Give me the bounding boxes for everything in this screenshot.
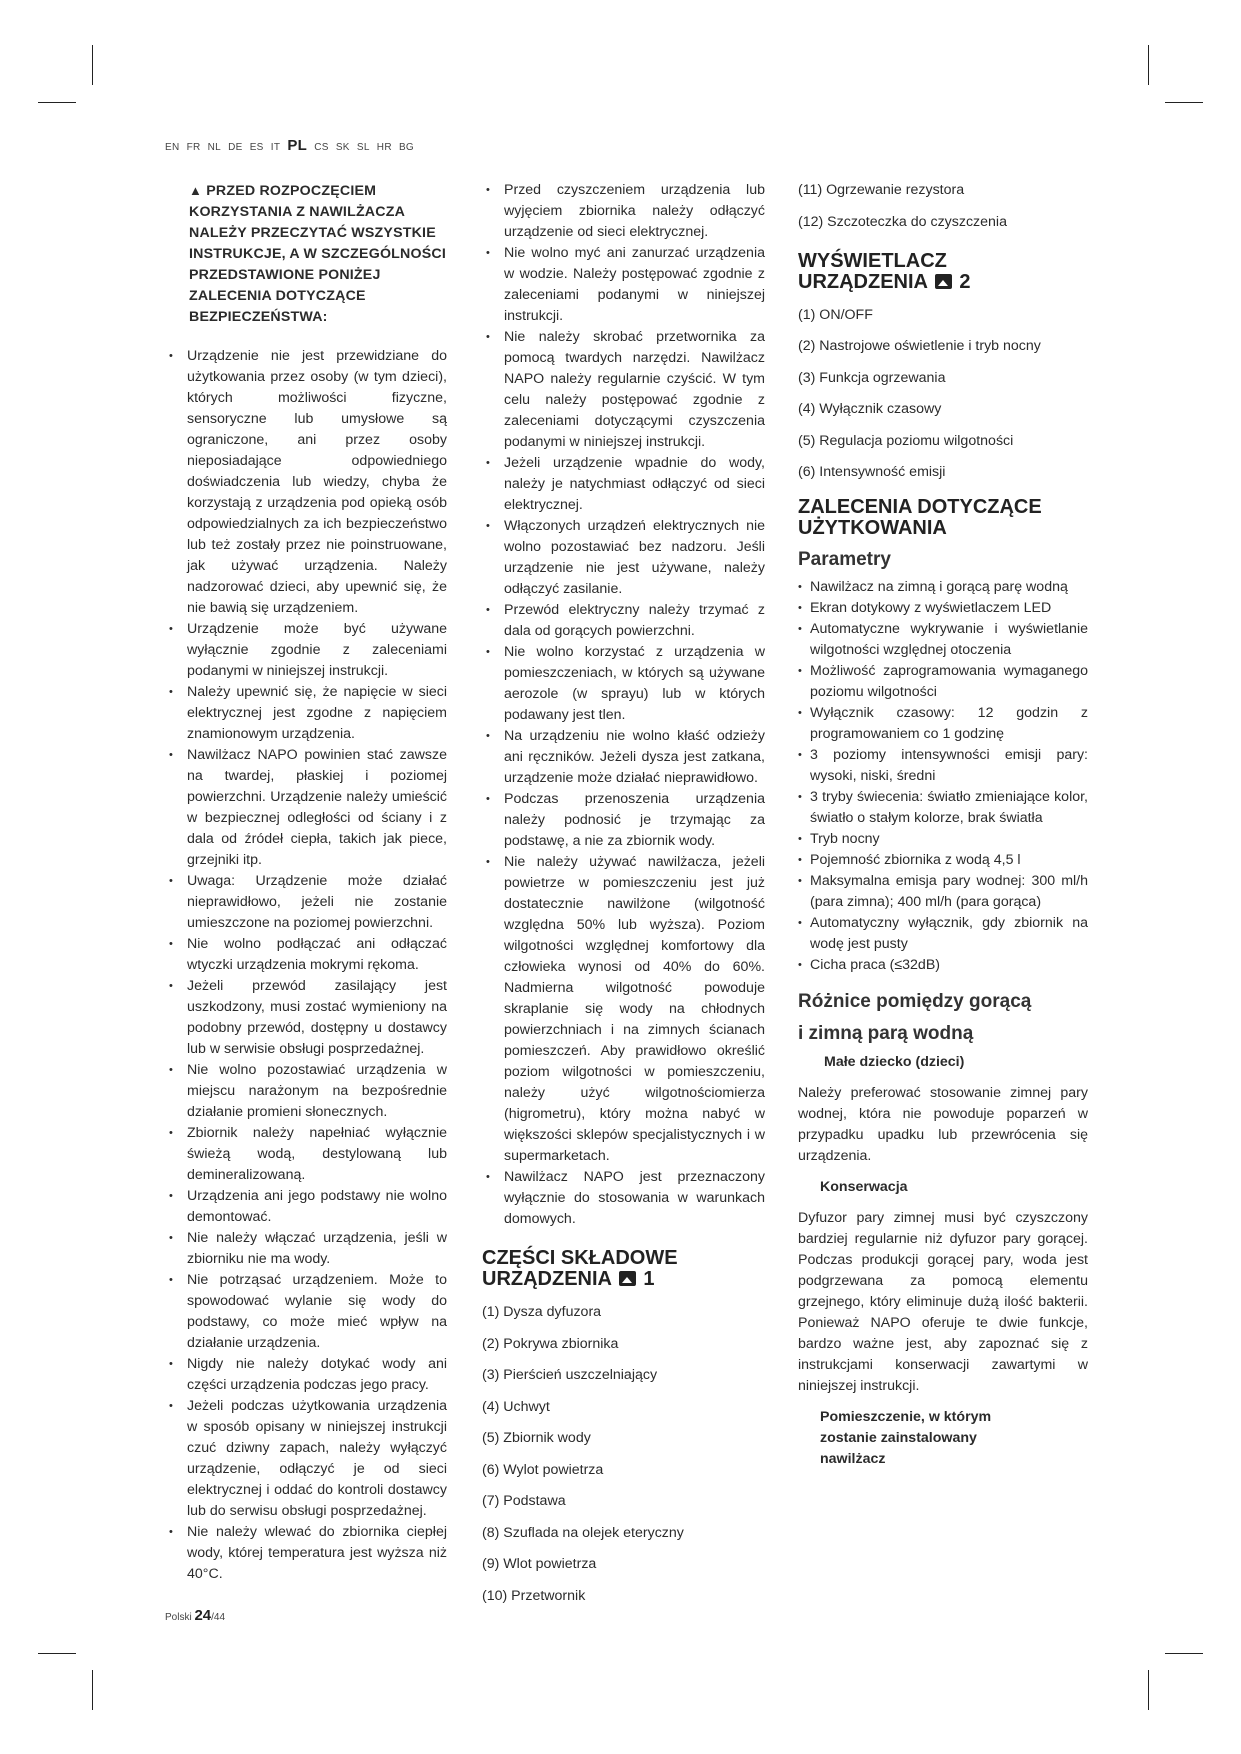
list-item: • Automatyczny wyłącznik, gdy zbiornik na wodę jest pusty (798, 913, 1088, 955)
list-item: • Nie potrząsać urządzeniem. Może to spowodować wylanie się wody do podstawy, co może mieć wpływ na działanie urządzenia. (165, 1270, 447, 1354)
image-icon (619, 1271, 636, 1286)
list-item: (5) Regulacja poziomu wilgotności (798, 432, 1014, 449)
list-item: (12) Szczoteczka do czyszczenia (798, 213, 1007, 230)
list-item: (9) Wlot powietrza (482, 1556, 597, 1572)
parts-heading-line1: CZĘŚCI SKŁADOWE (482, 1247, 678, 1269)
list-item: (2) Nastrojowe oświetlenie i tryb nocny (798, 338, 1041, 354)
room-heading (820, 1407, 1088, 1470)
list-item: • Nie wolno korzystać z urządzenia w pomieszczeniach, w których są używane aerozole (w sprayu) lub w których podawany jest tlen. (482, 642, 765, 726)
crop-mark (38, 102, 76, 103)
list-item: (6) Intensywność emisji (798, 464, 946, 480)
list-item: • Nie należy skrobać przetwornika za pomocą twardych narzędzi. Nawilżacz NAPO należy regularnie czyścić. W tym celu należy postępować zgodnie z zaleceniami dotyczącymi czyszczenia podanymi w niniejszej instrukcji. (482, 327, 765, 453)
crop-mark (1148, 45, 1149, 85)
list-item: (11) Ogrzewanie rezystora (798, 182, 965, 198)
display-heading-line1: WYŚWIETLACZ (798, 249, 947, 272)
lang-fr: FR (186, 142, 201, 153)
safety-list (165, 346, 447, 1585)
list-item: • Wyłącznik czasowy: 12 godzin z programowaniem co 1 godzinę (798, 703, 1088, 745)
list-item: (8) Szuflada na olejek eteryczny (482, 1524, 684, 1541)
lang-en: EN (165, 142, 180, 153)
lang-sl: SL (356, 142, 370, 153)
column-safety-cont (482, 180, 765, 1617)
list-item: • Urządzenia ani jego podstawy nie wolno demontować. (165, 1186, 447, 1228)
parts-list (482, 1302, 765, 1607)
list-item: • Jeżeli podczas użytkowania urządzenia w sposób opisany w niniejszej instrukcji czuć dziwny zapach, należy wyłączyć urządzenie, odłączyć je od sieci elektrycznej i oddać do kontroli dostawcy lub do serwisu obsługi posprzedażnej. (165, 1396, 447, 1522)
list-item: • Nawilżacz NAPO jest przeznaczony wyłącznie do stosowania w warunkach domowych. (482, 1167, 765, 1230)
list-item: (4) Wyłącznik czasowy (798, 401, 942, 417)
usage-heading (798, 497, 1088, 539)
lang-nl: NL (207, 142, 222, 153)
list-item: • Możliwość zaprogramowania wymaganego poziomu wilgotności (798, 661, 1088, 703)
parts-heading (482, 1248, 765, 1290)
lang-es: ES (249, 142, 264, 153)
list-item: • Należy upewnić się, że napięcie w sieci elektrycznej jest zgodne z napięciem znamionowym urządzenia. (165, 682, 447, 745)
list-item: • Zbiornik należy napełniać wyłącznie świeżą wodą, destylowaną lub demineralizowaną. (165, 1123, 447, 1186)
list-item: • Urządzenie nie jest przewidziane do użytkowania przez osoby (w tym dzieci), których możliwości fizyczne, sensoryczne lub umysłowe są ograniczone, ani przez osoby nieposiadające odpowiedniego doświadczenia lub wiedzy, chyba że korzystają z urządzenia pod opieką osób odpowiedzialnych za ich bezpieczeństwo lub też zostały przez nie poinstruowane, jak używać urządzenia. Należy nadzorować dzieci, aby upewnić się, że nie bawią się urządzeniem. (165, 346, 447, 619)
warning-heading (189, 180, 447, 328)
room-heading-line3: nawilżacz (820, 1451, 886, 1467)
parts-list-cont (798, 180, 1088, 233)
page-number: 24 (194, 1607, 212, 1624)
display-figure-number: 2 (959, 270, 971, 293)
list-item: • Jeżeli przewód zasilający jest uszkodzony, musi zostać wymieniony na podobny przewód, dostępny u dostawcy lub w serwisie obsługi posprzedażnej. (165, 976, 447, 1060)
list-item: • Nie wolno myć ani zanurzać urządzenia w wodzie. Należy postępować zgodnie z zaleceniami podanymi w niniejszej instrukcji. (482, 243, 765, 327)
lang-hr: HR (376, 142, 392, 153)
lang-pl-active: PL (287, 137, 308, 154)
crop-mark (1148, 1670, 1149, 1710)
diff-heading-line2: i zimną parą wodną (798, 1023, 974, 1044)
list-item: • Nie należy używać nawilżacza, jeżeli powietrze w pomieszczeniu jest już dostatecznie nawilżone (wilgotność względna 50% lub wyższa). Poziom wilgotności względnej komfortowy dla człowieka wynosi od 40% do 60%. Nadmierna wilgotność powoduje skraplanie się wody na chłodnych powierzchniach i na zimnych ścianach pomieszczeń. Aby prawidłowo określić poziom wilgotności w pomieszczeniu, należy użyć wilgotnościomierza (higrometru), który można nabyć w większości sklepów specjalistycznych i w supermarketach. (482, 852, 765, 1167)
language-bar (165, 137, 418, 154)
list-item: • Nigdy nie należy dotykać wody ani części urządzenia podczas jego pracy. (165, 1354, 447, 1396)
list-item: • 3 poziomy intensywności emisji pary: wysoki, niski, średni (798, 745, 1088, 787)
list-item: (1) ON/OFF (798, 306, 873, 323)
list-item: (6) Wylot powietrza (482, 1461, 604, 1478)
room-heading-line1: Pomieszczenie, w którym (820, 1409, 992, 1425)
list-item: • Pojemność zbiornika z wodą 4,5 l (798, 850, 1088, 871)
list-item: (3) Funkcja ogrzewania (798, 369, 946, 386)
crop-mark (1165, 102, 1203, 103)
list-item: • Automatyczne wykrywanie i wyświetlanie wilgotności względnej otoczenia (798, 619, 1088, 661)
list-item: (5) Zbiornik wody (482, 1430, 591, 1446)
list-item: • Maksymalna emisja pary wodnej: 300 ml/h (para zimna); 400 ml/h (para gorąca) (798, 871, 1088, 913)
list-item: • Cicha praca (≤32dB) (798, 955, 1088, 976)
list-item: • Przewód elektryczny należy trzymać z dala od gorących powierzchni. (482, 600, 765, 642)
maint-text: Dyfuzor pary zimnej musi być czyszczony bardziej regularnie niż dyfuzor pary gorącej. Podczas produkcji gorącej pary, woda jest podgrzewana za pomocą elementu grzejnego, który eliminuje dużą ilość bakterii. Ponieważ NAPO oferuje te dwie funkcje, bardzo ważne jest, aby zapoznać się z instrukcjami konserwacji zawartymi w niniejszej instrukcji. (798, 1210, 1088, 1394)
display-heading-line2: URZĄDZENIA (798, 270, 928, 293)
list-item: • Przed czyszczeniem urządzenia lub wyjęciem zbiornika należy odłączyć urządzenie od sieci elektrycznej. (482, 180, 765, 243)
list-item: • Nie należy włączać urządzenia, jeśli w zbiorniku nie ma wody. (165, 1228, 447, 1270)
maint-heading: Konserwacja (820, 1179, 908, 1195)
usage-heading-line2: UŻYTKOWANIA (798, 517, 947, 539)
list-item: (10) Przetwornik (482, 1587, 586, 1604)
lang-de: DE (228, 142, 243, 153)
image-icon (935, 274, 952, 289)
child-text: Należy preferować stosowanie zimnej pary wodnej, która nie powoduje poparzeń w przypadku upadku lub przewrócenia się urządzenia. (798, 1085, 1088, 1164)
list-item: • Nie należy wlewać do zbiornika ciepłej wody, której temperatura jest wyższa niż 40°C. (165, 1522, 447, 1585)
list-item: • Tryb nocny (798, 829, 1088, 850)
lang-it: IT (270, 142, 281, 153)
list-item: • Włączonych urządzeń elektrycznych nie wolno pozostawiać bez nadzoru. Jeśli urządzenie nie jest używane, należy odłączyć zasilanie. (482, 516, 765, 600)
lang-sk: SK (335, 142, 350, 153)
child-heading: Małe dziecko (dzieci) (824, 1054, 965, 1070)
parts-heading-line2: URZĄDZENIA (482, 1268, 612, 1290)
params-list (798, 577, 1088, 976)
crop-mark (38, 1653, 76, 1654)
diff-heading (798, 986, 1088, 1050)
list-item: • Nie wolno podłączać ani odłączać wtyczki urządzenia mokrymi rękoma. (165, 934, 447, 976)
params-heading: Parametry (798, 549, 891, 570)
warning-heading-text: PRZED ROZPOCZĘCIEM KORZYSTANIA Z NAWILŻACZA NALEŻY PRZECZYTAĆ WSZYSTKIE INSTRUKCJE, A W SZCZEGÓLNOŚCI PRZEDSTAWIONE PONIŻEJ ZALECENIA DOTYCZĄCE BEZPIECZEŃSTWA: (189, 183, 446, 325)
column-safety (165, 180, 447, 1585)
crop-mark (92, 45, 93, 85)
crop-mark (92, 1670, 93, 1710)
page-total: /44 (211, 1612, 226, 1623)
page-footer (165, 1607, 225, 1624)
list-item: • Urządzenie może być używane wyłącznie zgodnie z zaleceniami podanymi w niniejszej instrukcji. (165, 619, 447, 682)
warning-icon: ▲ (189, 183, 203, 198)
display-list (798, 305, 1088, 484)
list-item: (1) Dysza dyfuzora (482, 1304, 602, 1320)
list-item: • Nawilżacz NAPO powinien stać zawsze na twardej, płaskiej i poziomej powierzchni. Urządzenie należy umieścić w bezpiecznej odległości od ściany i z dala od źródeł ciepła, takich jak piece, grzejniki itp. (165, 745, 447, 871)
list-item: • 3 tryby świecenia: światło zmieniające kolor, światło o stałym kolorze, brak światła (798, 787, 1088, 829)
parts-figure-number: 1 (643, 1268, 655, 1290)
safety-list-cont (482, 180, 765, 1230)
list-item: • Nawilżacz na zimną i gorącą parę wodną (798, 577, 1088, 598)
diff-heading-line1: Różnice pomiędzy gorącą (798, 991, 1032, 1012)
list-item: • Na urządzeniu nie wolno kłaść odzieży ani ręczników. Jeżeli dysza jest zatkana, urządzenie może działać nieprawidłowo. (482, 726, 765, 789)
list-item: (4) Uchwyt (482, 1398, 550, 1415)
crop-mark (1165, 1653, 1203, 1654)
footer-language: Polski (165, 1612, 192, 1623)
lang-cs: CS (314, 142, 329, 153)
list-item: (2) Pokrywa zbiornika (482, 1335, 619, 1352)
list-item: • Nie wolno pozostawiać urządzenia w miejscu narażonym na bezpośrednie działanie promieni słonecznych. (165, 1060, 447, 1123)
list-item: • Ekran dotykowy z wyświetlaczem LED (798, 598, 1088, 619)
room-heading-line2: zostanie zainstalowany (820, 1430, 977, 1446)
column-display-usage (798, 180, 1088, 1470)
usage-heading-line1: ZALECENIA DOTYCZĄCE (798, 496, 1042, 518)
lang-bg: BG (398, 142, 414, 153)
list-item: • Uwaga: Urządzenie może działać nieprawidłowo, jeżeli nie zostanie umieszczone na poziomej powierzchni. (165, 871, 447, 934)
list-item: (3) Pierścień uszczelniający (482, 1367, 658, 1383)
list-item: (7) Podstawa (482, 1493, 566, 1509)
display-heading (798, 251, 1088, 293)
list-item: • Podczas przenoszenia urządzenia należy podnosić je trzymając za podstawę, a nie za zbiornik wody. (482, 789, 765, 852)
list-item: • Jeżeli urządzenie wpadnie do wody, należy je natychmiast odłączyć od sieci elektrycznej. (482, 453, 765, 516)
